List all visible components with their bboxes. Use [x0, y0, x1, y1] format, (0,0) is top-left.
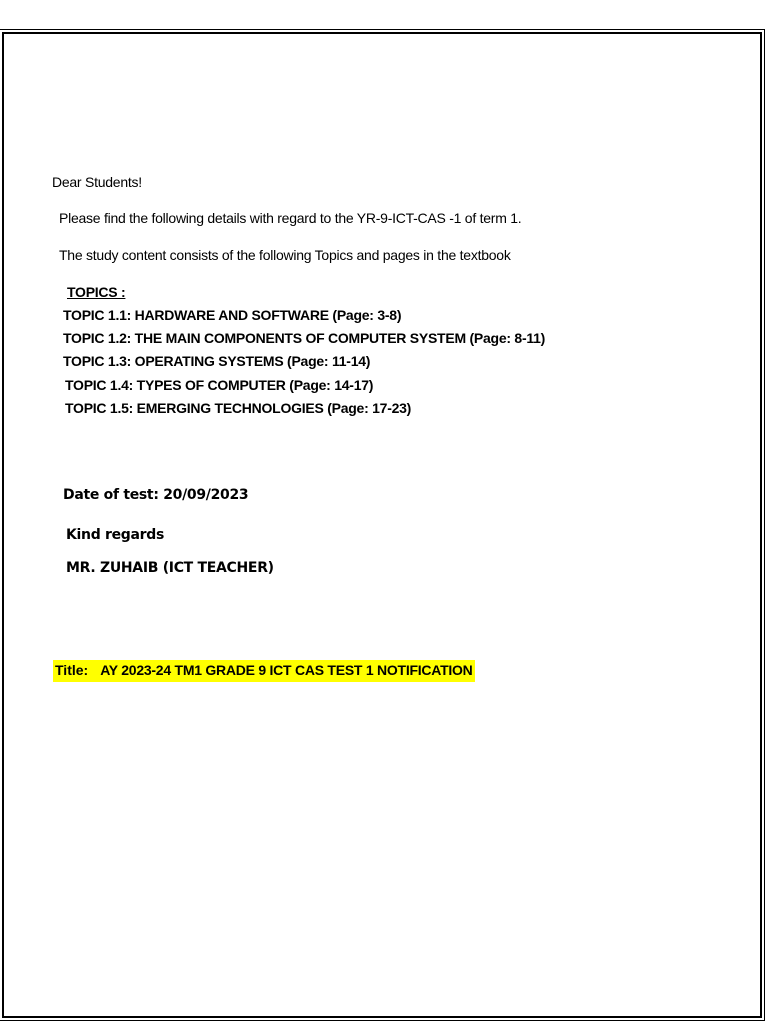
- title-label: Title:: [55, 662, 89, 678]
- document-page: [2, 32, 762, 1018]
- topic-item: TOPIC 1.5: EMERGING TECHNOLOGIES (Page: 17-23): [65, 400, 412, 416]
- topic-item: TOPIC 1.2: THE MAIN COMPONENTS OF COMPUTER SYSTEM (Page: 8-11): [63, 330, 546, 346]
- date-of-test: Date of test: 20/09/2023: [63, 487, 249, 503]
- closing-line: Kind regards: [66, 527, 165, 543]
- notification-title: [53, 660, 475, 682]
- title-text: AY 2023-24 TM1 GRADE 9 ICT CAS TEST 1 NOTIFICATION: [100, 662, 473, 678]
- greeting: Dear Students!: [52, 174, 142, 190]
- topic-item: TOPIC 1.1: HARDWARE AND SOFTWARE (Page: 3-8): [63, 307, 402, 323]
- topic-item: TOPIC 1.3: OPERATING SYSTEMS (Page: 11-14): [63, 353, 371, 369]
- study-content-paragraph: The study content consists of the following Topics and pages in the textbook: [59, 247, 511, 263]
- topics-heading: TOPICS :: [67, 284, 126, 300]
- intro-paragraph: Please find the following details with regard to the YR-9-ICT-CAS -1 of term 1.: [59, 210, 522, 226]
- topic-item: TOPIC 1.4: TYPES OF COMPUTER (Page: 14-17): [65, 377, 374, 393]
- signature: MR. ZUHAIB (ICT TEACHER): [66, 560, 274, 576]
